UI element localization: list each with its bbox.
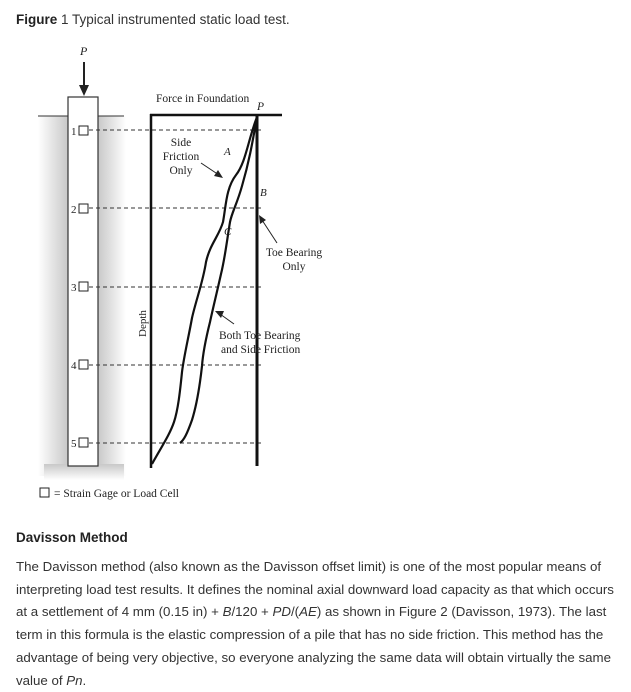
side-friction-line-3: Only xyxy=(169,165,193,177)
gage-3-label: 3 xyxy=(71,282,77,294)
para-part-4: ) as shown in Figure 2 (Davisson, 1973). The last term in this formula is the elastic compression of a pile that has no side friction. This method has the advantage of being very objective, so everyone analyzing the same data will obtain virtually the same value of xyxy=(16,604,612,688)
gage-5-label: 5 xyxy=(71,438,77,450)
both-line-1: Both Toe Bearing xyxy=(219,330,301,342)
para-part-3: /( xyxy=(290,604,300,620)
curve-b-label: B xyxy=(260,187,267,199)
curve-a-label: A xyxy=(224,146,231,158)
side-friction-line-2: Friction xyxy=(162,151,200,163)
gage-3-box xyxy=(79,282,88,291)
load-symbol: P xyxy=(80,44,88,58)
gage-5-box xyxy=(79,438,88,447)
legend-text: = Strain Gage or Load Cell xyxy=(54,488,179,500)
legend-gage-icon xyxy=(40,488,49,497)
para-end: . xyxy=(82,672,87,688)
both-line-2: and Side Friction xyxy=(221,344,301,356)
para-part-1: The Davisson method (also known as the Davisson offset limit) is one of the most popular means of interpreting load test results. It defines the nominal axial downward load capacity as that which occurs at a settlement of 4 mm (0.15 in) + xyxy=(16,559,614,620)
soil-left xyxy=(38,116,68,476)
load-arrow-head xyxy=(79,85,89,96)
curve-c-label: C xyxy=(224,226,232,238)
both-arrow xyxy=(220,314,234,324)
gage-2-label: 2 xyxy=(71,204,77,216)
toe-bearing-line-1: Toe Bearing xyxy=(265,247,323,259)
figure-caption-label: Figure xyxy=(16,12,58,27)
curve-a xyxy=(152,117,257,464)
gage-4-label: 4 xyxy=(71,360,77,372)
force-axis-p: P xyxy=(257,101,265,113)
gage-1-label: 1 xyxy=(71,126,77,138)
force-axis-title: Force in Foundation xyxy=(156,93,250,105)
para-pd: PD xyxy=(272,604,291,620)
side-friction-arrow-head xyxy=(214,170,223,178)
toe-bearing-arrow xyxy=(262,220,277,243)
gage-4-box xyxy=(79,360,88,369)
depth-axis-label: Depth xyxy=(137,310,149,337)
toe-bearing-line-2: Only xyxy=(282,261,306,273)
para-b: B xyxy=(222,604,232,620)
toe-bearing-arrow-head xyxy=(259,215,266,224)
section-paragraph xyxy=(16,556,622,692)
side-friction-line-1: Side xyxy=(170,137,192,149)
para-part-2: /120 + xyxy=(231,604,273,620)
para-pn: Pn xyxy=(66,672,83,688)
soil-right xyxy=(98,116,126,476)
para-ae: AE xyxy=(299,604,317,620)
gage-1-box xyxy=(79,126,88,135)
both-arrow-head xyxy=(215,311,224,318)
gage-2-box xyxy=(79,204,88,213)
figure-caption-text: 1 Typical instrumented static load test. xyxy=(57,12,290,27)
section-heading: Davisson Method xyxy=(16,530,128,545)
